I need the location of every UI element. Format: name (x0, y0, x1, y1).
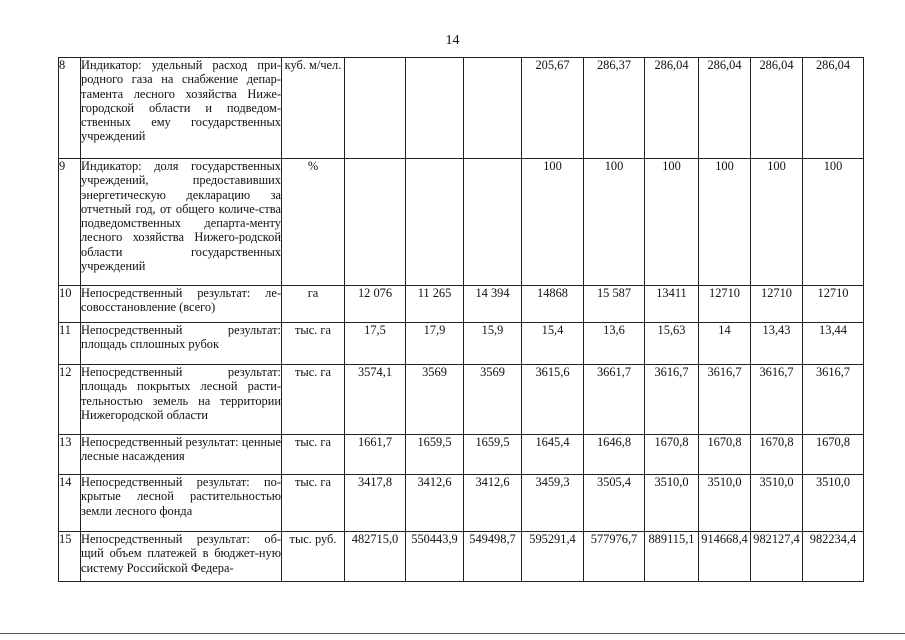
value-cell: 14868 (522, 286, 584, 323)
value-cell: 3510,0 (751, 475, 803, 532)
row-number: 15 (59, 532, 81, 582)
value-cell: 14 (699, 323, 751, 365)
value-cell: 100 (751, 159, 803, 286)
value-cell: 12710 (803, 286, 864, 323)
row-number: 14 (59, 475, 81, 532)
value-cell: 1645,4 (522, 435, 584, 475)
row-unit: куб. м/чел. (282, 58, 345, 159)
value-cell: 3569 (464, 365, 522, 435)
value-cell: 3616,7 (699, 365, 751, 435)
value-cell: 13411 (645, 286, 699, 323)
value-cell: 286,04 (751, 58, 803, 159)
value-cell: 15,9 (464, 323, 522, 365)
value-cell: 17,9 (406, 323, 464, 365)
table-row (59, 532, 864, 582)
row-unit: тыс. га (282, 435, 345, 475)
value-cell: 549498,7 (464, 532, 522, 582)
value-cell: 12710 (751, 286, 803, 323)
value-cell: 1661,7 (345, 435, 406, 475)
value-cell (406, 58, 464, 159)
value-cell: 3615,6 (522, 365, 584, 435)
value-cell: 15 587 (584, 286, 645, 323)
row-description: Индикатор: удельный расход при-родного газа на снабжение депар-тамента лесного хозяйства Ниже-городской области и подведом-ственных ему государственных учреждений (81, 58, 282, 159)
value-cell: 14 394 (464, 286, 522, 323)
row-number: 8 (59, 58, 81, 159)
value-cell: 286,04 (803, 58, 864, 159)
value-cell: 3459,3 (522, 475, 584, 532)
value-cell: 17,5 (345, 323, 406, 365)
value-cell: 3661,7 (584, 365, 645, 435)
value-cell: 100 (522, 159, 584, 286)
row-number: 11 (59, 323, 81, 365)
table-row (59, 475, 864, 532)
value-cell: 3417,8 (345, 475, 406, 532)
row-description: Непосредственный результат: площадь сплошных рубок (81, 323, 282, 365)
value-cell: 286,04 (645, 58, 699, 159)
value-cell: 286,04 (699, 58, 751, 159)
value-cell: 100 (584, 159, 645, 286)
value-cell: 1670,8 (751, 435, 803, 475)
value-cell: 482715,0 (345, 532, 406, 582)
value-cell: 889115,1 (645, 532, 699, 582)
value-cell: 595291,4 (522, 532, 584, 582)
value-cell: 550443,9 (406, 532, 464, 582)
value-cell: 205,67 (522, 58, 584, 159)
row-number: 13 (59, 435, 81, 475)
table-row (59, 365, 864, 435)
value-cell: 286,37 (584, 58, 645, 159)
row-unit: % (282, 159, 345, 286)
value-cell: 3412,6 (406, 475, 464, 532)
value-cell: 12710 (699, 286, 751, 323)
row-description: Индикатор: доля государственных учреждений, предоставивших энергетическую декларацию за отчетный год, от общего количе-ства подведомственных департа-менту лесного хозяйства Нижего-родской области государственных учреждений (81, 159, 282, 286)
value-cell: 15,63 (645, 323, 699, 365)
value-cell (345, 58, 406, 159)
value-cell (406, 159, 464, 286)
value-cell (345, 159, 406, 286)
row-number: 10 (59, 286, 81, 323)
value-cell: 577976,7 (584, 532, 645, 582)
value-cell: 3616,7 (803, 365, 864, 435)
value-cell: 1659,5 (406, 435, 464, 475)
value-cell: 12 076 (345, 286, 406, 323)
value-cell: 3574,1 (345, 365, 406, 435)
row-description: Непосредственный результат: ценные лесные насаждения (81, 435, 282, 475)
table-body (59, 58, 864, 582)
value-cell: 3510,0 (803, 475, 864, 532)
page-bottom-edge (0, 633, 905, 634)
value-cell: 3510,0 (699, 475, 751, 532)
value-cell (464, 58, 522, 159)
value-cell: 100 (803, 159, 864, 286)
row-unit: тыс. га (282, 323, 345, 365)
row-number: 9 (59, 159, 81, 286)
table-row (59, 159, 864, 286)
value-cell: 982234,4 (803, 532, 864, 582)
value-cell: 100 (645, 159, 699, 286)
indicators-table (58, 57, 864, 582)
row-unit: тыс. руб. (282, 532, 345, 582)
row-description: Непосредственный результат: по-крытые лесной растительностью земли лесного фонда (81, 475, 282, 532)
value-cell: 11 265 (406, 286, 464, 323)
value-cell: 100 (699, 159, 751, 286)
table-row (59, 58, 864, 159)
row-unit: га (282, 286, 345, 323)
value-cell: 1646,8 (584, 435, 645, 475)
value-cell: 1670,8 (699, 435, 751, 475)
row-unit: тыс. га (282, 365, 345, 435)
value-cell: 982127,4 (751, 532, 803, 582)
row-number: 12 (59, 365, 81, 435)
table-row (59, 323, 864, 365)
value-cell: 1670,8 (645, 435, 699, 475)
value-cell: 15,4 (522, 323, 584, 365)
value-cell: 3569 (406, 365, 464, 435)
table-row (59, 435, 864, 475)
row-description: Непосредственный результат: ле-совосстановление (всего) (81, 286, 282, 323)
page-number: 14 (445, 33, 460, 48)
row-unit: тыс. га (282, 475, 345, 532)
value-cell: 3616,7 (645, 365, 699, 435)
row-description: Непосредственный результат: площадь покрытых лесной расти-тельностью земель на территории Нижегородской области (81, 365, 282, 435)
value-cell: 13,43 (751, 323, 803, 365)
table-row (59, 286, 864, 323)
value-cell: 1659,5 (464, 435, 522, 475)
value-cell: 1670,8 (803, 435, 864, 475)
value-cell: 3412,6 (464, 475, 522, 532)
value-cell: 914668,4 (699, 532, 751, 582)
value-cell: 13,44 (803, 323, 864, 365)
value-cell: 3505,4 (584, 475, 645, 532)
row-description: Непосредственный результат: об-щий объем платежей в бюджет-ную систему Российской Федера- (81, 532, 282, 582)
value-cell: 3510,0 (645, 475, 699, 532)
value-cell (464, 159, 522, 286)
value-cell: 13,6 (584, 323, 645, 365)
value-cell: 3616,7 (751, 365, 803, 435)
